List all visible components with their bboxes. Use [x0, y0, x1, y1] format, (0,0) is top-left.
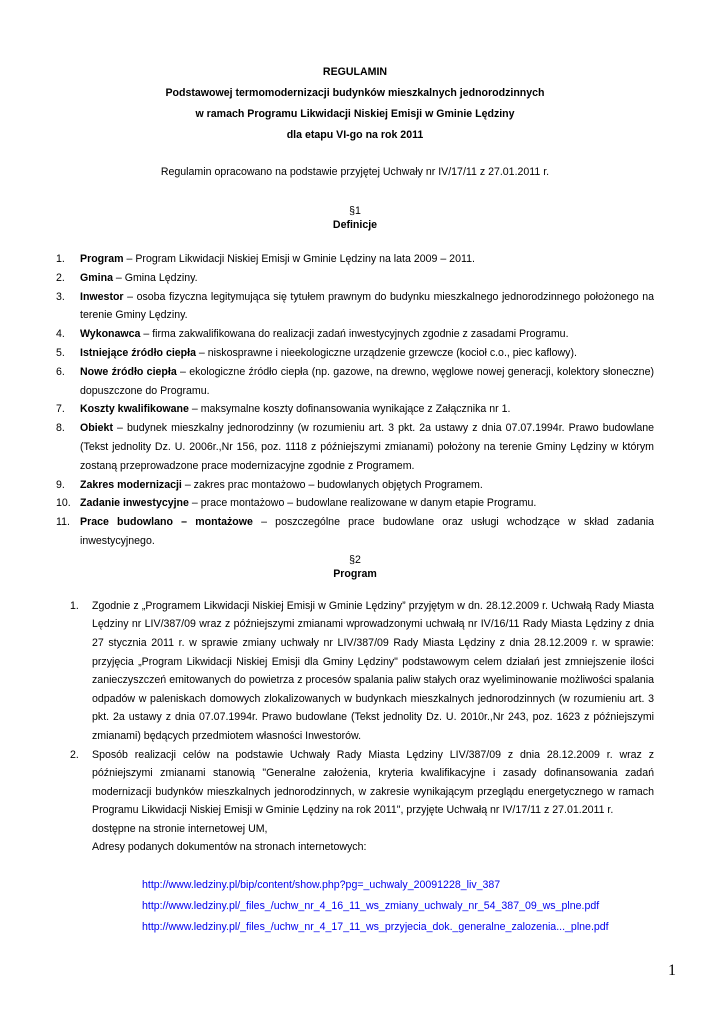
item-number: 3.: [56, 290, 65, 303]
subtitle-line-1: Podstawowej termomodernizacji budynków mieszkalnych jednorodzinnych: [165, 87, 545, 99]
subtitle-line-3: dla etapu VI-go na rok 2011: [286, 129, 424, 141]
definition-term: Istniejące źródło ciepła: [80, 346, 196, 359]
list-item: [56, 494, 654, 513]
list-item: [56, 269, 654, 288]
legal-basis: Regulamin opracowano na podstawie przyjętej Uchwały nr IV/17/11 z 27.01.2011 r.: [160, 166, 550, 178]
item-number: 2.: [70, 748, 79, 761]
list-item: [56, 344, 654, 363]
definition-text: – osoba fizyczna legitymująca się tytułem prawnym do budynku mieszkalnego jednorodzinnego położonego na terenie Gminy Lędziny.: [80, 290, 654, 322]
section-2-number: §2: [349, 553, 361, 566]
definition-term: Prace budowlano – montażowe: [80, 516, 253, 529]
definition-term: Gmina: [80, 271, 113, 284]
link-uchwala-iv-16-11[interactable]: http://www.ledziny.pl/_files_/uchw_nr_4_16_11_ws_zmiany_uchwaly_nr_54_387_09_ws_plne.pdf: [142, 900, 600, 913]
section-2-title: Program: [333, 567, 377, 580]
definition-text: – Gmina Lędziny.: [112, 271, 198, 284]
item-number: 1.: [70, 599, 79, 612]
item-number: 10.: [56, 497, 71, 510]
definition-text: – zakres prac montażowo – budowlanych objętych Programem.: [181, 478, 483, 491]
item-number: 7.: [56, 403, 65, 416]
definition-text: – niskosprawne i nieekologiczne urządzenie grzewcze (kocioł c.o., piec kaflowy).: [195, 346, 577, 359]
item-number: 9.: [56, 478, 65, 491]
section-1-title: Definicje: [332, 219, 378, 231]
list-item: [56, 476, 654, 495]
definition-term: Program: [80, 253, 124, 265]
list-item: [56, 513, 654, 551]
link-uchwala-iv-17-11[interactable]: http://www.ledziny.pl/_files_/uchw_nr_4_17_11_ws_przyjecia_dok._generalne_zalozenia..._plne.pdf: [142, 921, 609, 934]
item-number: 1.: [56, 253, 65, 265]
item-number: 2.: [56, 271, 65, 284]
item-number: 5.: [56, 346, 65, 359]
definition-text: – Program Likwidacji Niskiej Emisji w Gminie Lędziny na lata 2009 – 2011.: [123, 253, 475, 265]
list-item: [56, 597, 654, 746]
availability-note: dostępne na stronie internetowej UM,: [92, 822, 268, 835]
addresses-intro: Adresy podanych dokumentów na stronach internetowych:: [92, 841, 367, 854]
definition-text: – ekologiczne źródło ciepła (np. gazowe, na drewno, węglowe nowej generacji, kolektory słoneczne) dopuszczone do Programu.: [80, 365, 654, 397]
document-links: [142, 875, 654, 938]
item-number: 4.: [56, 328, 65, 341]
item-number: 8.: [56, 422, 65, 435]
definition-term: Koszty kwalifikowane: [80, 403, 189, 416]
definition-term: Nowe źródło ciepła: [80, 365, 177, 378]
definition-term: Zakres modernizacji: [80, 478, 182, 491]
definition-text: – budynek mieszkalny jednorodzinny (w rozumieniu art. 3 pkt. 2a ustawy z dnia 07.07.1994r. Prawo budowlane (Tekst jednolity Dz. U. 2006r.,Nr 156, poz. 1118 z późniejszymi zmianami) położony na terenie Gminy Lędziny w którym zostaną przeprowadzone prace modernizacyjne zgodnie z Programem.: [80, 422, 654, 472]
section-1-number: §1: [349, 205, 361, 217]
program-paragraph-2: Sposób realizacji celów na podstawie Uchwały Rady Miasta Lędziny LIV/387/09 z dnia 28.12.2009 r. wraz z późniejszymi zmianami stanowią "Generalne założenia, kryteria kwalifikacyjne i zasady dofinansowania zadań modernizacji budynków mieszkalnych jednorodzinnych, w zakresie wynikającym przeglądu energetycznego w ramach Programu Likwidacji Niskiej Emisji w Gminie Lędziny na rok 2011", przyjęte Uchwałą nr IV/17/11 z 27.01.2011 r.: [92, 748, 654, 817]
page-number: 1: [668, 962, 676, 979]
definition-text: – prace montażowo – budowlane realizowane w danym etapie Programu.: [188, 497, 537, 510]
program-list: [56, 597, 654, 857]
list-item: [56, 419, 654, 475]
list-item: [56, 400, 654, 419]
definitions-list: [56, 250, 654, 551]
program-paragraph-1: Zgodnie z „Programem Likwidacji Niskiej Emisji w Gminie Lędziny” przyjętym w dn. 28.12.2009 r. Uchwałą Rady Miasta Lędziny nr LIV/387/09 wraz z późniejszymi zmianami wprowadzonymi uchwałą nr IV/16/11 Rady Miasta Lędziny z dnia 27 stycznia 2011 r. w sprawie zmiany uchwały nr LIV/387/09 Rady Miasta Lędziny z dnia 28.12.2009 r. w sprawie: przyjęcia „Program Likwidacji Niskiej Emisji dla Gminy Lędziny" podstawowym celem działań jest zmniejszenie ilości zanieczyszczeń emitowanych do powietrza z procesów spalania paliw stałych oraz wyeliminowanie możliwości spalania odpadów w paleniskach domowych zlokalizowanych w budynkach mieszkalnych jednorodzinnych (w rozumieniu art. 3 pkt. 2a ustawy z dnia 07.07.1994r. Prawo budowlane (Tekst jednolity Dz. U. 2010r.,Nr 243, poz. 1623 z późniejszymi zmianami) będących przedmiotem własności Inwestorów.: [92, 599, 654, 742]
definition-text: – maksymalne koszty dofinansowania wynikające z Załącznika nr 1.: [188, 403, 511, 416]
list-item: [56, 363, 654, 401]
link-uchwala-liv-387[interactable]: http://www.ledziny.pl/bip/content/show.php?pg=_uchwaly_20091228_liv_387: [142, 879, 501, 892]
list-item: [56, 250, 654, 269]
item-number: 6.: [56, 365, 65, 378]
list-item: [56, 746, 654, 858]
definition-text: – poszczególne prace budowlane oraz usługi wchodzące w skład zadania inwestycyjnego.: [80, 516, 654, 547]
list-item: [56, 325, 654, 344]
item-number: 11.: [56, 516, 70, 529]
document-title: REGULAMIN: [322, 66, 388, 78]
definition-term: Zadanie inwestycyjne: [80, 497, 189, 510]
definition-term: Obiekt: [80, 422, 113, 435]
list-item: [56, 288, 654, 326]
definition-text: – firma zakwalifikowana do realizacji zadań inwestycyjnych zgodnie z zasadami Programu.: [140, 328, 569, 341]
definition-term: Inwestor: [80, 290, 124, 303]
subtitle-line-2: w ramach Programu Likwidacji Niskiej Emisji w Gminie Lędziny: [195, 108, 515, 120]
definition-term: Wykonawca: [80, 328, 141, 341]
